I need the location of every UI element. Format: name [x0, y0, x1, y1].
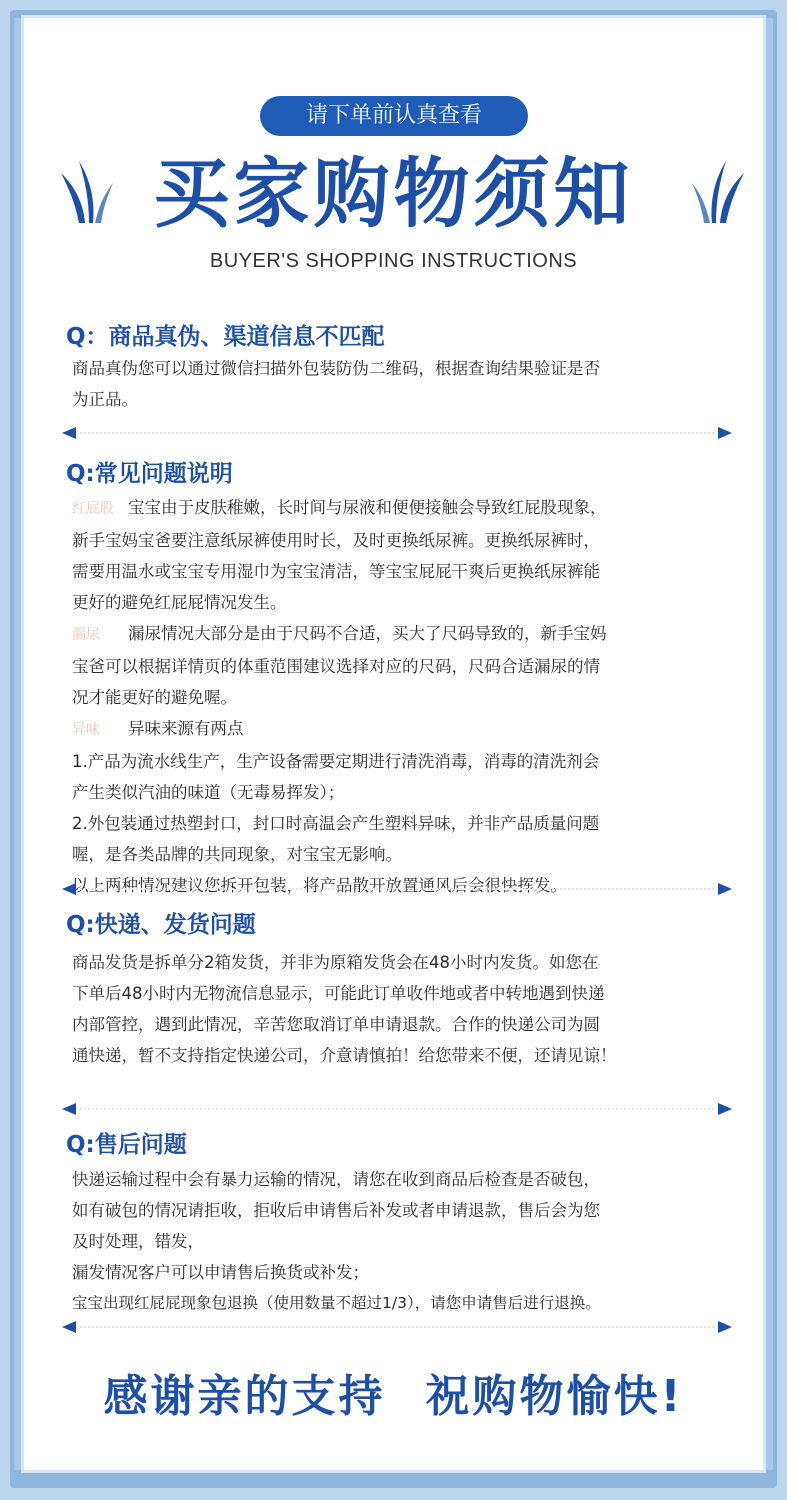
- answer-line: 更好的避免红屁屁情况发生。: [72, 593, 287, 612]
- arrow-right-icon: [718, 1103, 732, 1115]
- answer-line: 产生类似汽油的味道（无毒易挥发）；: [72, 783, 345, 802]
- answer-line: 商品发货是拆单分2箱发货，并非为原箱发货会在48小时内发货。如您在: [72, 953, 599, 972]
- answer-line: 异味 异味来源有两点: [72, 713, 732, 746]
- answer-line: 漏发情况客户可以申请售后换货或补发；: [72, 1263, 369, 1282]
- dotted-line: [80, 1108, 714, 1110]
- question-after-sales: Q:售后问题: [66, 1132, 187, 1158]
- arrow-left-icon: [62, 883, 76, 895]
- tag-leak: 漏尿: [72, 627, 100, 643]
- answer-authenticity: [72, 353, 732, 415]
- arrow-right-icon: [718, 883, 732, 895]
- answer-line: 2.外包装通过热塑封口，封口时高温会产生塑料异味，并非产品质量问题: [72, 814, 600, 833]
- answer-line: 如有破包的情况请拒收，拒收后申请售后补发或者申请退款，售后会为您: [72, 1201, 600, 1220]
- dotted-line: [80, 888, 714, 890]
- answer-line: 通快递，暂不支持指定快递公司，介意请慎拍！给您带来不便，还请见谅！: [72, 1046, 617, 1065]
- answer-line: 漏尿 漏尿情况大部分是由于尺码不合适，买大了尺码导致的，新手宝妈: [72, 618, 732, 651]
- arrow-left-icon: [62, 427, 76, 439]
- answer-line: 商品真伪您可以通过微信扫描外包装防伪二维码，根据查询结果验证是否: [72, 359, 600, 378]
- dotted-line: [80, 432, 714, 434]
- answer-line: 宝爸可以根据详情页的体重范围建议选择对应的尺码，尺码合适漏尿的情: [72, 657, 600, 676]
- question-common: Q:常见问题说明: [66, 461, 233, 487]
- answer-common: [72, 492, 732, 901]
- dotted-line: [80, 1326, 714, 1328]
- answer-shipping: [72, 947, 732, 1071]
- arrow-left-icon: [62, 1103, 76, 1115]
- answer-line: 宝宝出现红屁屁现象包退换（使用数量不超过1/3），请您申请售后进行退换。: [72, 1294, 601, 1312]
- question-authenticity: Q：商品真伪、渠道信息不匹配: [66, 324, 385, 350]
- section-divider: [62, 1320, 732, 1334]
- footer-wish-text: 祝购物愉快!: [425, 1371, 684, 1422]
- arrow-right-icon: [718, 427, 732, 439]
- section-divider: [62, 426, 732, 440]
- question-shipping: Q:快递、发货问题: [66, 912, 256, 938]
- answer-line: 新手宝妈宝爸要注意纸尿裤使用时长，及时更换纸尿裤。更换纸尿裤时，: [72, 531, 600, 550]
- tag-rash: 红屁股: [72, 501, 114, 517]
- answer-line: 况才能更好的避免喔。: [72, 688, 237, 707]
- main-title: 买家购物须知: [153, 149, 634, 238]
- sub-title: BUYER'S SHOPPING INSTRUCTIONS: [209, 250, 578, 272]
- answer-line: 及时处理，错发，: [72, 1232, 204, 1251]
- answer-line: 需要用温水或宝宝专用湿巾为宝宝清洁，等宝宝屁屁干爽后更换纸尿裤能: [72, 562, 600, 581]
- answer-line: 以上两种情况建议您拆开包装，将产品散开放置通风后会很快挥发。: [72, 876, 567, 895]
- tag-odor: 异味: [72, 722, 100, 738]
- answer-line: 1.产品为流水线生产，生产设备需要定期进行清洗消毒，消毒的清洗剂会: [72, 752, 600, 771]
- answer-line: 红屁股 宝宝由于皮肤稚嫩，长时间与尿液和便便接触会导致红屁股现象，: [72, 492, 732, 525]
- section-divider: [62, 882, 732, 896]
- notice-pill: 请下单前认真查看: [260, 96, 528, 136]
- answer-line: 为正品。: [72, 390, 138, 409]
- answer-line: 内部管控，遇到此情况，辛苦您取消订单申请退款。合作的快递公司为圆: [72, 1015, 600, 1034]
- footer-thanks-text: 感谢亲的支持: [103, 1371, 386, 1422]
- arrow-left-icon: [62, 1321, 76, 1333]
- answer-line: 快递运输过程中会有暴力运输的情况，请您在收到商品后检查是否破包，: [72, 1170, 600, 1189]
- answer-line: 下单后48小时内无物流信息显示，可能此订单收件地或者中转地遇到快递: [72, 984, 605, 1003]
- section-divider: [62, 1102, 732, 1116]
- arrow-right-icon: [718, 1321, 732, 1333]
- answer-line: 喔，是各类品牌的共同现象，对宝宝无影响。: [72, 845, 402, 864]
- answer-after-sales: [72, 1164, 732, 1319]
- footer-thanks: [0, 1360, 787, 1424]
